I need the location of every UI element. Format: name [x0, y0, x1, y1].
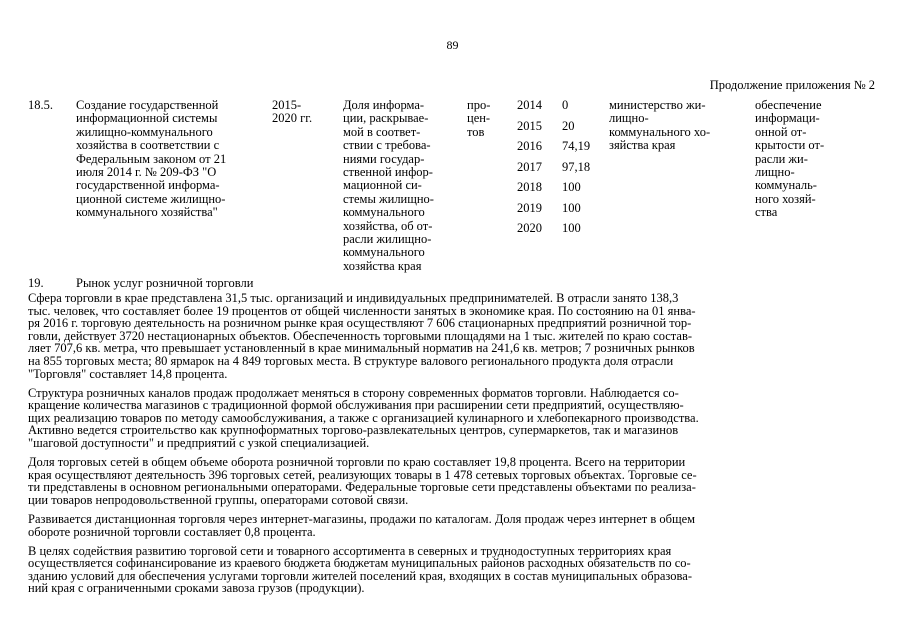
year: 2018 — [517, 180, 542, 194]
text-line: 2020 гг. — [272, 111, 313, 126]
row-number: 18.5. — [28, 98, 53, 112]
text-line: ствии с требова- — [343, 138, 431, 153]
appendix-continuation-label: Продолжение приложения № 2 — [709, 78, 875, 92]
text-line: стемы жилищно- — [343, 191, 434, 206]
text-line: расли жи- — [755, 151, 808, 166]
text-line: ции, раскрывае- — [343, 111, 429, 126]
paragraph-line: тыс. человек, что составляет более 19 процентов от общей численности занятых в экономике края. По состоянию на 01 янва- — [28, 303, 696, 318]
paragraph-line: говли, действует 3720 нестационарных объектов. Обеспеченность торговыми площадями на 1 тыс. жителей по краю состав- — [28, 328, 693, 343]
text-line: государственной информа- — [76, 178, 220, 193]
paragraph — [28, 387, 876, 450]
indicator-value: 100 — [562, 200, 581, 215]
text-line: коммуналь- — [755, 178, 817, 193]
year-value-row — [517, 140, 597, 161]
indicator-value: 100 — [562, 180, 581, 194]
year: 2015 — [517, 118, 542, 133]
text-line: информационной системы — [76, 111, 218, 126]
paragraph — [28, 292, 876, 380]
indicator-value: 97,18 — [562, 159, 591, 174]
paragraph-line: Активно ведется строительство как крупноформатных торгово-развлекательных центров, супермаркетов, так и магазинов — [28, 423, 679, 438]
year: 2016 — [517, 139, 542, 153]
paragraph-line: "шаговой доступности" и предприятий с узкой специализацией. — [28, 436, 370, 451]
text-line: Федеральным законом от 21 — [76, 151, 227, 166]
text-line: Создание государственной — [76, 98, 219, 112]
paragraph-line: Развивается дистанционная торговля через интернет-магазины, продажи по каталогам. Доля продаж через интернет в общем — [28, 512, 696, 526]
text-line: Доля информа- — [343, 98, 425, 112]
text-line: жилищно-коммунального — [76, 124, 213, 139]
paragraph-line: ляет 707,6 кв. метра, что превышает установленный в крае минимальный норматив на 241,6 кв. метров; 7 розничных рынков — [28, 341, 695, 356]
text-line: расли жилищно- — [343, 232, 432, 247]
year-value-row — [517, 181, 597, 202]
text-line: про- — [467, 98, 491, 112]
paragraph-line: "Торговля" составляет 14,8 процента. — [28, 366, 228, 381]
year: 2014 — [517, 98, 542, 112]
text-line: онной от- — [755, 124, 807, 139]
section-title: Рынок услуг розничной торговли — [76, 276, 254, 290]
text-line: крытости от- — [755, 138, 825, 153]
paragraph-line: обороте розничной торговли составляет 0,8 процента. — [28, 524, 316, 539]
text-line: информаци- — [755, 111, 820, 126]
paragraph-line: осуществляется софинансирование из краевого бюджета бюджетам муниципальных районов расходных обязательств по со- — [28, 556, 691, 571]
text-line: зяйства края — [609, 138, 676, 153]
text-line: хозяйства в соответствии с — [76, 138, 220, 153]
text-line: лищно- — [609, 111, 649, 126]
year: 2017 — [517, 159, 542, 174]
text-line: коммунального — [343, 245, 425, 260]
paragraph-line: края осуществляют деятельность 396 торговых сетей, реализующих товары в 1 478 сетевых торговых объектах. Торговые се- — [28, 467, 697, 482]
paragraph-line: Доля торговых сетей в общем объеме оборота розничной торговли по краю составляет 19,8 процента. Всего на территории — [28, 455, 686, 470]
text-line: июля 2014 г. № 209-ФЗ "О — [76, 165, 217, 180]
year-value-row — [517, 120, 597, 141]
text-line: тов — [467, 124, 485, 139]
paragraph-line: зданию условий для обеспечения услугами торговли жителей поселений края, входящих в состав муниципальных образова- — [28, 568, 692, 583]
indicator-name — [343, 99, 463, 273]
year-value-row — [517, 202, 597, 223]
text-line: хозяйства, об от- — [343, 218, 433, 233]
year: 2019 — [517, 200, 542, 215]
paragraph-line: ний края с ограниченными сроками завоза грузов (продукции). — [28, 581, 365, 596]
paragraph-line: ти представлены в основном региональными операторами. Федеральные торговые сети представлены объектами по реализа- — [28, 480, 696, 495]
year-value-row — [517, 99, 597, 120]
section-number: 19. — [28, 276, 44, 290]
text-line: ства — [755, 205, 778, 220]
measure-name — [76, 99, 266, 220]
paragraph-line: Сфера торговли в крае представлена 31,5 тыс. организаций и индивидуальных предпринимателей. В отрасли занято 138,3 — [28, 291, 679, 305]
text-line: ственной инфор- — [343, 165, 433, 180]
paragraph-line: на 855 торговых места; 80 ярмарок на 4 849 торговых места. В структуре валового регионального продукта доля отрасли — [28, 353, 674, 368]
text-line: 2015- — [272, 98, 302, 112]
year: 2020 — [517, 221, 542, 235]
text-line: коммунального хо- — [609, 124, 711, 139]
indicator-value: 100 — [562, 221, 581, 235]
expected-result — [755, 99, 865, 220]
text-line: лищно- — [755, 165, 795, 180]
paragraph-line: щих реализацию товаров по методу самообслуживания, а также с организацией кулинарного и хлебопекарного производства. — [28, 410, 699, 425]
year-value-row — [517, 222, 597, 243]
paragraph-line: ря 2016 г. торговую деятельность на розничном рынке края осуществляют 7 606 стационарных предприятий розничной тор- — [28, 316, 692, 331]
year-values — [517, 99, 597, 243]
text-line: мой в соответ- — [343, 124, 421, 139]
paragraph — [28, 456, 876, 506]
text-line: ционной системе жилищно- — [76, 191, 226, 206]
indicator-value: 20 — [562, 118, 575, 133]
responsible-executor — [609, 99, 744, 153]
text-line: цен- — [467, 111, 491, 126]
body-text — [28, 292, 876, 602]
text-line: министерство жи- — [609, 98, 706, 112]
indicator-value: 0 — [562, 98, 569, 112]
paragraph — [28, 545, 876, 595]
implementation-term — [272, 99, 332, 126]
text-line: обеспечение — [755, 98, 822, 112]
text-line: ниями государ- — [343, 151, 425, 166]
paragraph-line: В целях содействия развитию торговой сети и товарного ассортимента в северных и труднодоступных территориях края — [28, 543, 672, 558]
indicator-value: 74,19 — [562, 139, 591, 153]
page-number: 89 — [446, 38, 459, 52]
paragraph — [28, 513, 876, 538]
paragraph-line: Структура розничных каналов продаж продолжает меняться в сторону современных форматов торговли. Наблюдается со- — [28, 385, 679, 400]
text-line: мационной си- — [343, 178, 422, 193]
paragraph-line: ции товаров непродовольственной группы, операторами сотовой связи. — [28, 492, 409, 507]
text-line: ного хозяй- — [755, 191, 816, 206]
text-line: хозяйства края — [343, 258, 422, 273]
unit-of-measure — [467, 99, 507, 139]
text-line: коммунального хозяйства" — [76, 205, 218, 220]
text-line: коммунального — [343, 205, 425, 220]
year-value-row — [517, 161, 597, 182]
paragraph-line: кращение количества магазинов с традиционной формой обслуживания при расширении сети предприятий, осуществляю- — [28, 398, 684, 413]
